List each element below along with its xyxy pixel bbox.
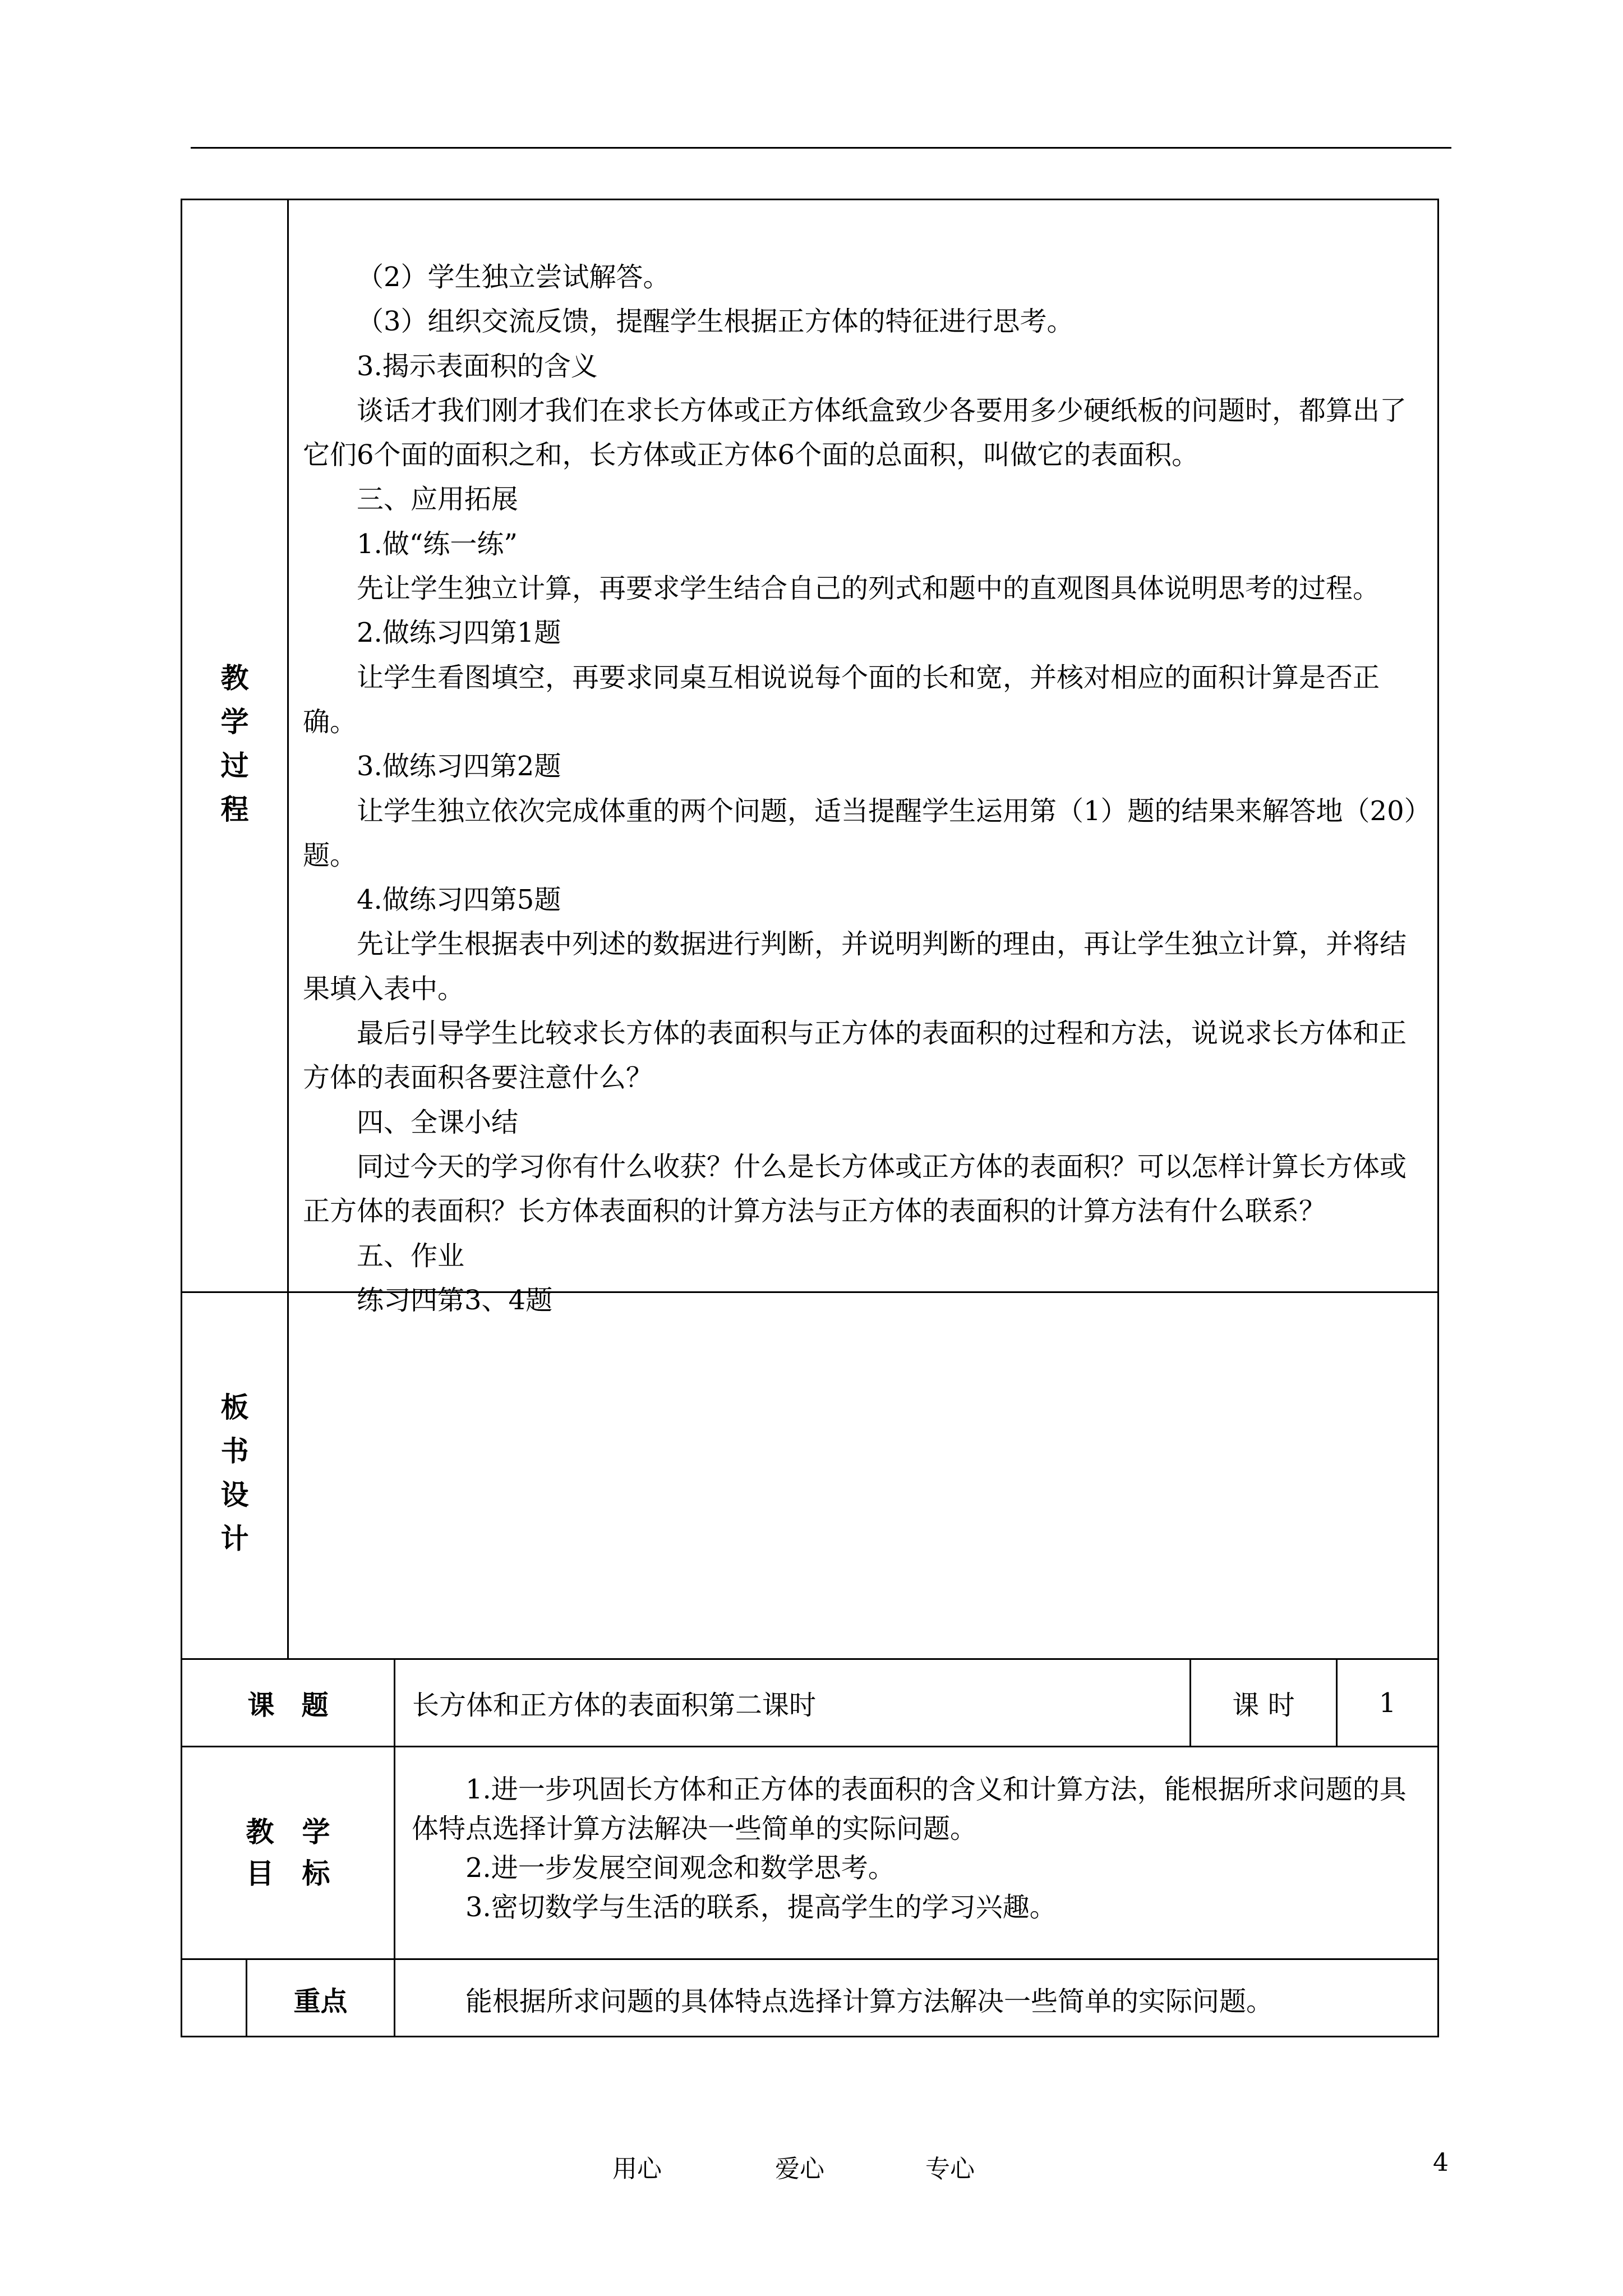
goal-line: 3.密切数学与生活的联系，提高学生的学习兴趣。 xyxy=(465,1892,1057,1923)
process-content xyxy=(303,255,1424,1323)
goal-line: 1.进一步巩固长方体和正方体的表面积的含义和计算方法，能根据所求问题的具体特点选择计算方法解决一些简单的实际问题。 xyxy=(412,1774,1407,1844)
process-line: 3.揭示表面积的含义 xyxy=(357,350,598,382)
period-label: 课 时 xyxy=(1232,1690,1295,1721)
process-line: 练习四第3、4题 xyxy=(357,1284,553,1316)
topic-label: 课 题 xyxy=(247,1690,329,1721)
footer-right-text: 专心 xyxy=(925,2155,975,2183)
key-point-value: 能根据所求问题的具体特点选择计算方法解决一些简单的实际问题。 xyxy=(465,1985,1274,2017)
process-line: 三、应用拓展 xyxy=(357,484,519,516)
process-line: 同过今天的学习你有什么收获？什么是长方体或正方体的表面积？可以怎样计算长方体或正方体的表面积？长方体表面积的计算方法与正方体的表面积的计算方法有什么联系？ xyxy=(303,1151,1407,1227)
process-label: 教 学 过 程 xyxy=(220,661,249,826)
process-line: （2）学生独立尝试解答。 xyxy=(357,261,670,293)
topic-label-divider xyxy=(394,1658,395,2037)
process-line: （3）组织交流反馈，提醒学生根据正方体的特征进行思考。 xyxy=(357,306,1074,338)
key-point-label: 重点 xyxy=(293,1985,348,2017)
goal-line: 2.进一步发展空间观念和数学思考。 xyxy=(465,1852,895,1884)
process-line: 4.做练习四第5题 xyxy=(357,884,561,916)
process-line: 最后引导学生比较求长方体的表面积与正方体的表面积的过程和方法，说说求长方体和正方体的表面积各要注意什么？ xyxy=(303,1018,1407,1094)
footer-middle-text: 爱心 xyxy=(775,2155,824,2183)
page-number: 4 xyxy=(1433,2148,1449,2177)
process-line: 五、作业 xyxy=(357,1240,465,1272)
board-label: 板 书 设 计 xyxy=(220,1391,249,1555)
goals-label: 教 学 目 标 xyxy=(246,1815,330,1890)
process-line: 四、全课小结 xyxy=(357,1106,519,1138)
process-line: 先让学生独立计算，再要求学生结合自己的列式和题中的直观图具体说明思考的过程。 xyxy=(357,573,1380,605)
board-content-area xyxy=(289,1293,1437,1658)
process-line: 3.做练习四第2题 xyxy=(357,751,561,783)
process-line: 谈话才我们刚才我们在求长方体或正方体纸盒致少各要用多少硬纸板的问题时，都算出了它们6个面的面积之和，长方体或正方体6个面的总面积，叫做它的表面积。 xyxy=(303,394,1407,471)
goals-content xyxy=(412,1770,1421,1927)
process-line: 2.做练习四第1题 xyxy=(357,617,561,649)
topic-value: 长方体和正方体的表面积第二课时 xyxy=(412,1690,817,1721)
footer-left-text: 用心 xyxy=(612,2155,662,2183)
process-line: 先让学生根据表中列述的数据进行判断，并说明判断的理由，再让学生独立计算，并将结果填入表中。 xyxy=(303,928,1407,1005)
process-line: 1.做“练一练” xyxy=(357,528,518,560)
process-line: 让学生独立依次完成体重的两个问题，适当提醒学生运用第（1）题的结果来解答地（20）题。 xyxy=(303,795,1418,871)
period-value: 1 xyxy=(1378,1687,1396,1719)
header-rule xyxy=(191,147,1451,149)
process-line: 让学生看图填空，再要求同桌互相说说每个面的长和宽，并核对相应的面积计算是否正确。 xyxy=(303,661,1380,738)
